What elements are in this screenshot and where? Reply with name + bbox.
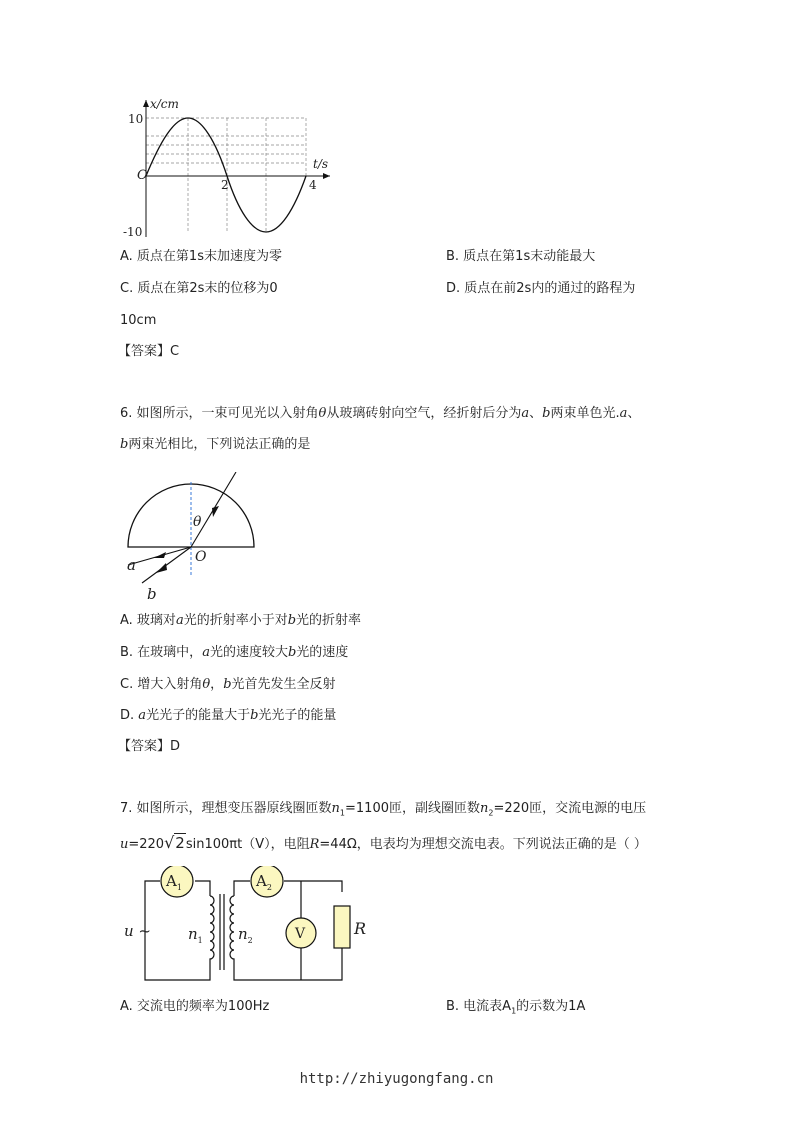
a2-label: $A_2$	[256, 872, 272, 892]
resistor-r	[334, 906, 350, 948]
a1-label: $A_1$	[166, 872, 182, 892]
q6-option-a: A. 玻璃对a光的折射率小于对b光的折射率	[120, 613, 362, 628]
q7-option-b: B. 电流表$A_1$的示数为1A	[446, 999, 586, 1016]
q7-stem-line2: u=220√2sin100πt（V），电阻R=44Ω，电表均为理想交流电表。下列说法正确的是（ ）	[120, 833, 647, 852]
q7-stem-line1: 7. 如图所示，理想变压器原线圈匝数$n_1=1100$匝，副线圈匝数$n_2=220$匝，交流电源的电压	[120, 801, 647, 818]
diagram-theta: θ	[193, 514, 202, 530]
q6-answer: 【答案】D	[118, 739, 181, 754]
v-label: V	[295, 926, 306, 942]
q6-option-d: D. a光光子的能量大于b光光子的能量	[120, 708, 337, 723]
q5-option-c: C. 质点在第2s末的位移为0	[120, 281, 278, 296]
q6-refraction-diagram	[120, 472, 270, 602]
n2-label: $n_2$	[238, 925, 253, 945]
q5-option-a: A. 质点在第1s末加速度为零	[120, 249, 282, 264]
sqrt-symbol: √	[164, 833, 175, 852]
q6-option-c: C. 增大入射角θ，b光首先发生全反射	[120, 677, 336, 692]
q6-option-b: B. 在玻璃中，a光的速度较大b光的速度	[120, 645, 349, 660]
tick-2: 2	[221, 178, 229, 192]
footer-url[interactable]: http://zhiyugongfang.cn	[299, 1071, 494, 1087]
q5-option-d-cont: 10cm	[120, 313, 157, 328]
r-label: R	[354, 919, 367, 938]
incident-arrow	[212, 506, 219, 517]
diagram-a: a	[127, 556, 136, 574]
q7-option-a: A. 交流电的频率为100Hz	[120, 999, 270, 1014]
q5-xt-graph	[130, 92, 340, 242]
x-axis-label: t/s	[313, 157, 329, 171]
q6-stem-line2: b两束光相比，下列说法正确的是	[120, 437, 311, 452]
n1-label: $n_1$	[188, 925, 203, 945]
tick-10: 10	[128, 112, 144, 126]
diagram-o: O	[195, 549, 207, 565]
q5-answer: 【答案】C	[118, 344, 180, 359]
diagram-b: b	[147, 585, 157, 603]
y-axis-label: x/cm	[150, 97, 179, 111]
q5-option-b: B. 质点在第1s末动能最大	[446, 249, 596, 264]
tick-neg10: -10	[123, 225, 143, 239]
u-source-label: u ~	[124, 922, 151, 940]
ray-b-arrow	[156, 563, 167, 573]
tick-4: 4	[309, 178, 317, 192]
ray-b	[142, 547, 191, 583]
origin-label: O	[137, 168, 148, 183]
q5-option-d: D. 质点在前2s内的通过的路程为	[446, 281, 636, 296]
q6-stem-line1: 6. 如图所示，一束可见光以入射角θ从玻璃砖射向空气，经折射后分为a、b两束单色光.a、	[120, 406, 641, 421]
sine-curve	[146, 118, 306, 232]
